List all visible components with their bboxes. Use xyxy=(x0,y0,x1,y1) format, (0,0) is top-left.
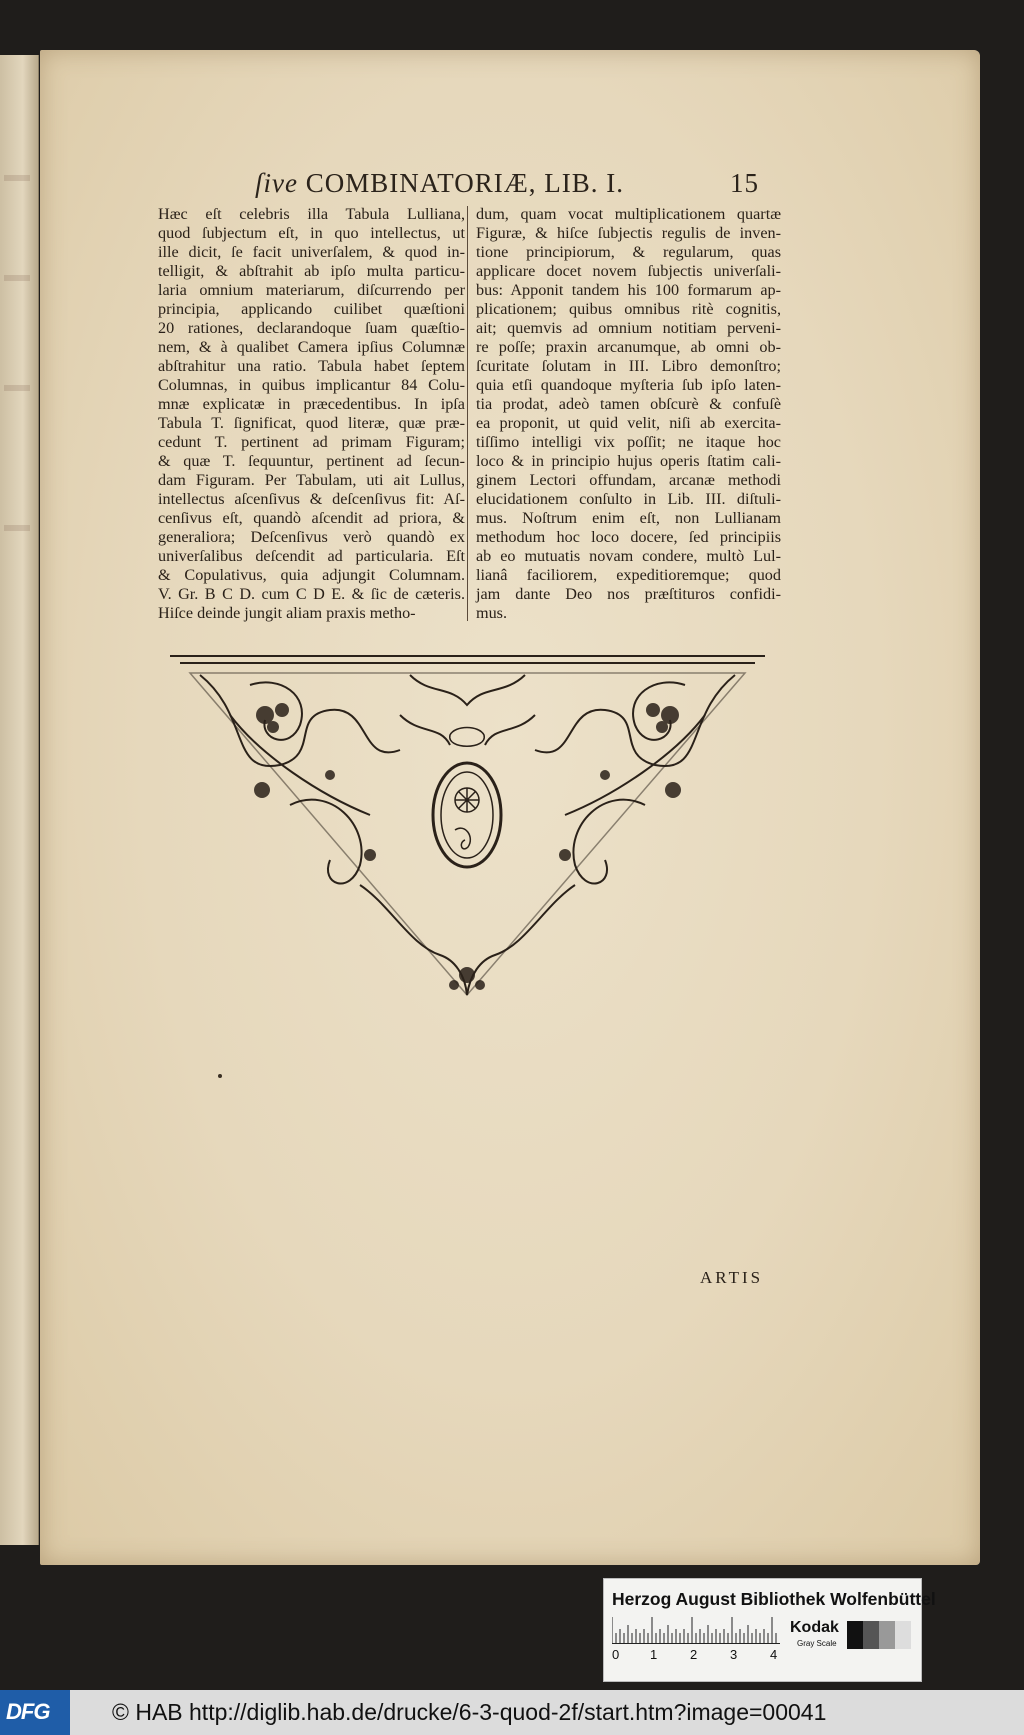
text-line: plicationem; quibus omnibus ritè cognitis, xyxy=(476,300,781,318)
text-line: dam Figuram. Per Tabulam, uti ait Lullus, xyxy=(158,471,465,489)
text-line: laria omnium materiarum, diſcurrendo per xyxy=(158,281,465,299)
ruler-ticks-icon xyxy=(612,1615,780,1643)
header-title: COMBINATORIÆ, LIB. I. xyxy=(305,168,624,198)
ruler-number: 2 xyxy=(690,1647,698,1662)
text-line: univerſalibus deſcendit ad particularia. Eſt xyxy=(158,547,465,565)
dfg-logo-icon[interactable] xyxy=(0,1690,70,1735)
dfg-logo-text: DFG xyxy=(6,1699,50,1724)
text-line: mus. xyxy=(476,604,508,622)
text-line: ab eo mutuatis novam condere, multò Lul- xyxy=(476,547,781,565)
text-line: Hiſce deinde jungit aliam praxis metho- xyxy=(158,604,416,622)
tailpiece-ornament-icon xyxy=(170,655,765,1005)
ruler xyxy=(612,1615,780,1644)
text-line: methodum hoc loco docere, ſed principiis xyxy=(476,528,781,546)
text-line: mnæ explicatæ in præcedentibus. In ipſa xyxy=(158,395,465,413)
ruler-number: 1 xyxy=(650,1647,658,1662)
text-line: tia prodat, adeò tamen obſcurè & confuſè xyxy=(476,395,781,413)
text-line: jam dante Deo nos præſtituros confidi- xyxy=(476,585,781,603)
text-line: Figuræ, & hiſce ſubjectis regulis de inven- xyxy=(476,224,781,242)
left-page-edge xyxy=(0,55,39,1545)
text-line: ginem Lectori offundam, arcanæ methodi xyxy=(476,471,781,489)
copyright-url[interactable]: © HAB http://diglib.hab.de/drucke/6-3-quod-2f/start.htm?image=00041 xyxy=(112,1699,827,1725)
gray-scale-swatches xyxy=(847,1621,911,1649)
text-line: quia etſi quandoque myſteria ſub ipſo laten- xyxy=(476,376,781,394)
text-line: generaliora; Deſcenſivus verò quandò ex xyxy=(158,528,465,546)
text-line: intellectus aſcenſivus & deſcenſivus fit: Aſ- xyxy=(158,490,465,508)
kodak-brand: Kodak xyxy=(790,1619,839,1636)
library-name: Herzog August Bibliothek Wolfenbüttel xyxy=(612,1589,936,1609)
text-line: & quæ T. ſequuntur, pertinent ad ſecun- xyxy=(158,452,465,470)
ruler-number: 0 xyxy=(612,1647,620,1662)
text-column-right xyxy=(476,205,781,623)
text-line: re poſſe; praxin arcanumque, ab omni ob- xyxy=(476,338,781,356)
text-line: & Copulativus, quia adjungit Columnam. xyxy=(158,566,465,584)
page-number: 15 xyxy=(730,168,759,198)
text-line: telligit, & abſtrahit ab ipſo multa particu- xyxy=(158,262,465,280)
text-line: tiſſimo intelligi vix poſſit; ne itaque hoc xyxy=(476,433,781,451)
ruler-number: 4 xyxy=(770,1647,778,1662)
text-line: Columnas, in quibus implicantur 84 Colu- xyxy=(158,376,465,394)
header-prefix: ſive xyxy=(255,168,298,198)
ink-speck xyxy=(218,1074,222,1078)
text-line: abſtrahitur una ratio. Tabula habet ſeptem xyxy=(158,357,465,375)
text-line: lianâ faciliorem, expeditioremque; quod xyxy=(476,566,781,584)
text-line: V. Gr. B C D. cum C D E. & ſic de cæteris. xyxy=(158,585,465,603)
text-line: cenſivus eſt, quandò aſcendit ad priora, & xyxy=(158,509,465,527)
text-line: principia, applicando cuilibet quæſtioni xyxy=(158,300,465,318)
running-header xyxy=(255,168,759,199)
text-line: cedunt T. pertinent ad primam Figuram; xyxy=(158,433,465,451)
text-line: bus: Apponit tandem his 100 formarum ap- xyxy=(476,281,781,299)
text-column-left xyxy=(158,205,465,623)
text-line: loco & in principio hujus operis ſtatim cali- xyxy=(476,452,781,470)
column-divider xyxy=(467,206,468,621)
text-line: tione principiorum, & regularum, quas xyxy=(476,243,781,261)
text-line: applicare docet novem ſubjectis univerſali- xyxy=(476,262,781,280)
gray-scale-label: Gray Scale xyxy=(797,1639,837,1648)
text-line: Hæc eſt celebris illa Tabula Lulliana, xyxy=(158,205,465,223)
catchword: ARTIS xyxy=(700,1268,764,1287)
text-line: nem, & à qualibet Camera ipſius Columnæ xyxy=(158,338,465,356)
text-line: ſcuritate ſolutam in III. Libro demonſtro; xyxy=(476,357,781,375)
text-line: 20 rationes, declarandoque ſuam quæſtio- xyxy=(158,319,465,337)
text-line: dum, quam vocat multiplicationem quartæ xyxy=(476,205,781,223)
text-line: quod ſubjectum eſt, in quo intellectus, ut xyxy=(158,224,465,242)
text-line: ille dicit, ſe facit univerſalem, & quod in- xyxy=(158,243,465,261)
ruler-number: 3 xyxy=(730,1647,738,1662)
color-calibration-card xyxy=(603,1578,936,1682)
text-line: elucidationem conſulto in Lib. III. diſtuli- xyxy=(476,490,781,508)
text-line: ait; quemvis ad omnium notitiam perveni- xyxy=(476,319,781,337)
text-line: ea proponit, ut quid velit, niſi ab exercita- xyxy=(476,414,781,432)
text-line: Tabula T. ſignificat, quod literæ, quæ præ- xyxy=(158,414,465,432)
text-line: mus. Noſtrum enim eſt, non Lullianam xyxy=(476,509,781,527)
